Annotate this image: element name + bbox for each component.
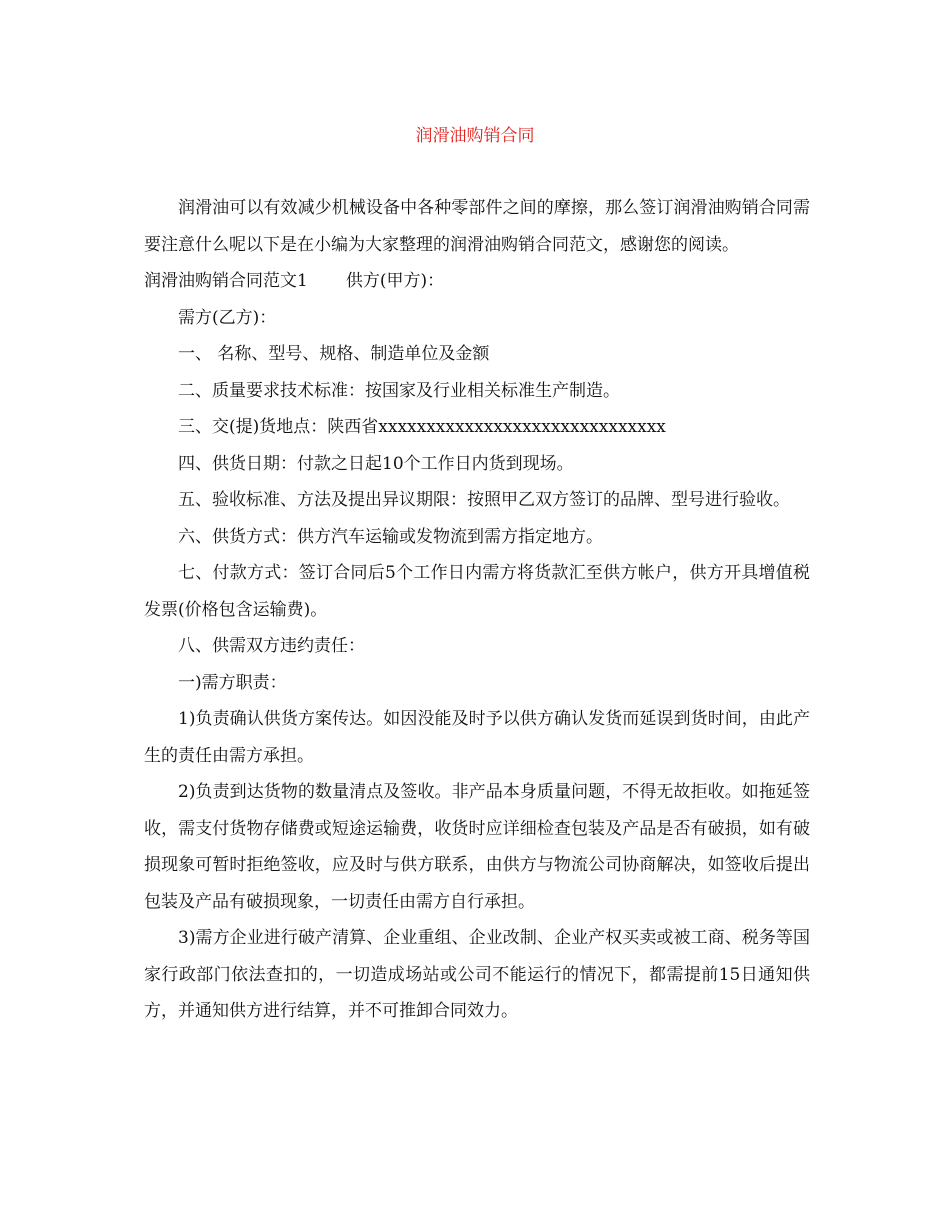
clause-4: 四、供货日期：付款之日起10个工作日内货到现场。 (178, 453, 574, 474)
buyer-duties-heading: 一)需方职责： (178, 672, 287, 693)
document-body (144, 190, 810, 1030)
buyer-duty-2: 2)负责到达货物的数量清点及签收。非产品本身质量问题，不得无故拒收。如拖延签收，需支付货物存储费或短途运输费，收货时应详细检查包装及产品是否有破损，如有破损现象可暂时拒绝签收，应及时与供方联系，由供方与物流公司协商解决，如签收后提出包装及产品有破损现象，一切责任由需方自行承担。 (144, 782, 810, 912)
sample-heading: 润滑油购销合同范文1 (144, 271, 308, 291)
clause-3: 三、交(提)货地点：陕西省xxxxxxxxxxxxxxxxxxxxxxxxxxxxxx (178, 417, 666, 437)
clause-1: 一、 名称、型号、规格、制造单位及金额 (178, 344, 490, 364)
supplier-label: 供方(甲方)： (345, 271, 445, 291)
buyer-duty-1: 1)负责确认供货方案传达。如因没能及时予以供方确认发货而延误到货时间，由此产生的责任由需方承担。 (144, 709, 810, 766)
intro-paragraph: 润滑油可以有效减少机械设备中各种零部件之间的摩擦，那么签订润滑油购销合同需要注意什么呢以下是在小编为大家整理的润滑油购销合同范文，感谢您的阅读。 (144, 198, 810, 255)
buyer-label: 需方(乙方)： (178, 307, 277, 328)
buyer-duty-3: 3)需方企业进行破产清算、企业重组、企业改制、企业产权买卖或被工商、税务等国家行政部门依法查扣的，一切造成场站或公司不能运行的情况下，都需提前15日通知供方，并通知供方进行结算，并不可推卸合同效力。 (144, 928, 810, 1021)
document-title: 润滑油购销合同 (415, 126, 535, 146)
clause-6: 六、供货方式：供方汽车运输或发物流到需方指定地方。 (178, 526, 603, 547)
sample-heading-line (144, 263, 810, 300)
clause-2: 二、质量要求技术标准：按国家及行业相关标准生产制造。 (178, 380, 620, 401)
clause-7: 七、付款方式：签订合同后5个工作日内需方将货款汇至供方帐户，供方开具增值税发票(价格包含运输费)。 (144, 563, 810, 620)
clause-8: 八、供需双方违约责任： (178, 636, 365, 656)
clause-5: 五、验收标准、方法及提出异议期限：按照甲乙双方签订的品牌、型号进行验收。 (178, 490, 790, 510)
